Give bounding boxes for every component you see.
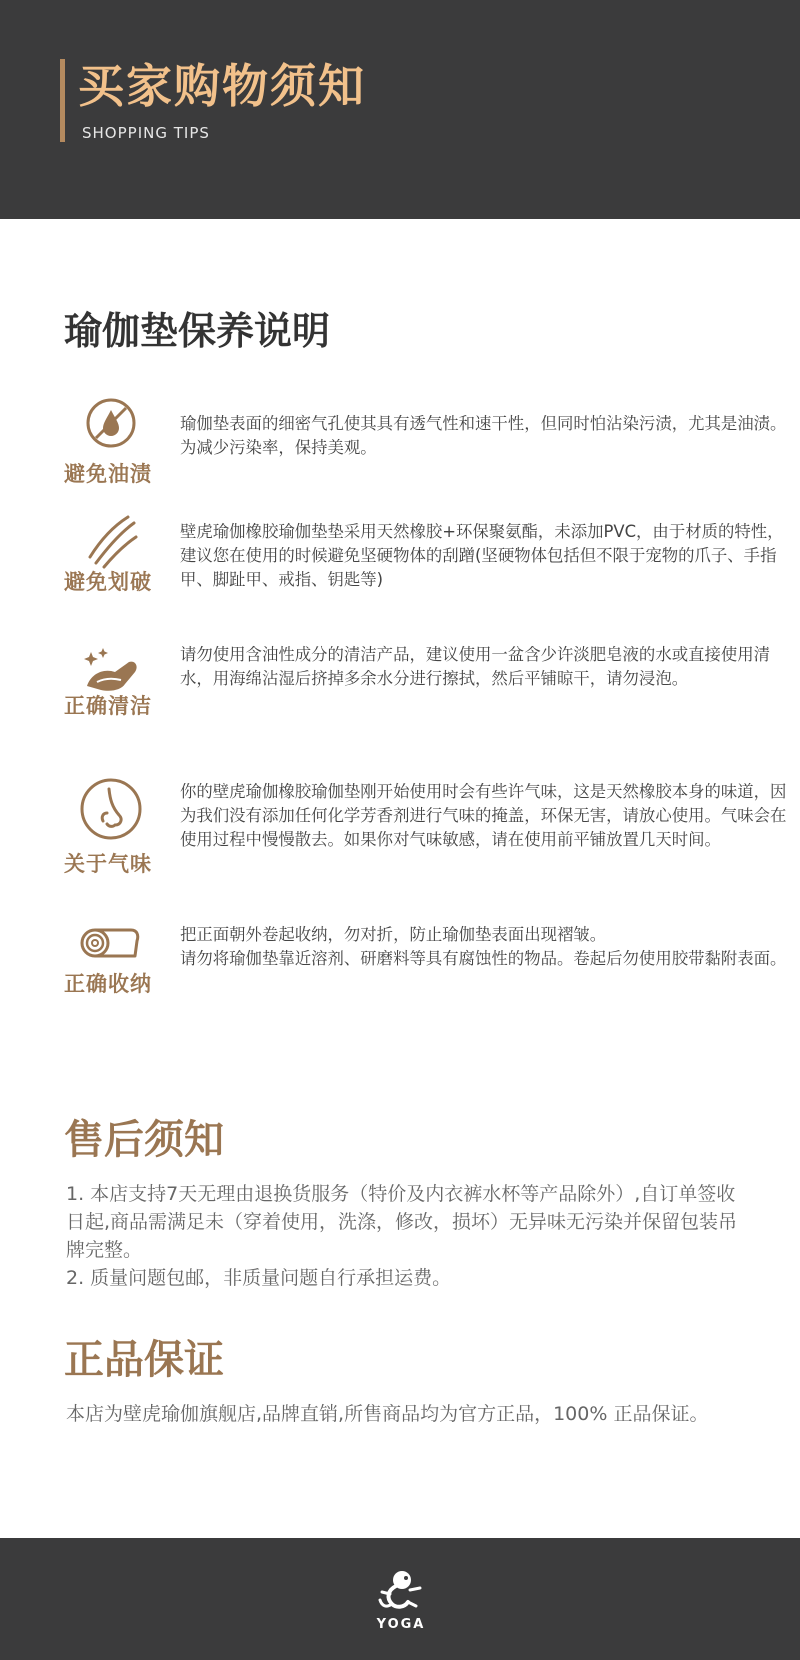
care-item-text: 壁虎瑜伽橡胶瑜伽垫垫采用天然橡胶+环保聚氨酯，未添加PVC，由于材质的特性，建议您在使用的时候避免坚硬物体的刮蹭(坚硬物体包括但不限于宠物的爪子、手指甲、脚趾甲、戒指、钥匙等): [180, 522, 784, 589]
yoga-logo: [366, 1566, 436, 1632]
header-accent-bar: [60, 59, 65, 142]
genuine-title: 正品保证: [64, 1337, 224, 1383]
page-footer: [0, 1538, 800, 1660]
after-sales-title: 售后须知: [64, 1117, 224, 1163]
rolled-mat-icon: [60, 918, 162, 968]
care-item-label: 关于气味: [64, 852, 152, 876]
genuine-text: 本店为壁虎瑜伽旗舰店,品牌直销,所售商品均为官方正品，100% 正品保证。: [66, 1403, 709, 1425]
no-oil-icon: [60, 392, 162, 454]
care-item-storage: [60, 918, 787, 1018]
care-section-title: 瑜伽垫保养说明: [64, 309, 331, 353]
care-item-text: 你的壁虎瑜伽橡胶瑜伽垫刚开始使用时会有些许气味，这是天然橡胶本身的味道，因为我们没有添加任何化学芳香剂进行气味的掩盖，环保无害，请放心使用。气味会在使用过程中慢慢散去。如果你对气味敏感，请在使用前平铺放置几天时间。: [180, 782, 787, 849]
nose-icon: [60, 774, 162, 844]
care-item-text: 请勿使用含油性成分的清洁产品，建议使用一盆含少许淡肥皂液的水或直接使用清水，用海绵沾湿后挤掉多余水分进行擦拭，然后平铺晾干，请勿浸泡。: [180, 645, 771, 688]
care-item-text: 瑜伽垫表面的细密气孔使其具有透气性和速干性，但同时怕沾染污渍，尤其是油渍。为减少污染率，保持美观。: [180, 414, 787, 457]
care-item-text: 把正面朝外卷起收纳，勿对折，防止瑜伽垫表面出现褶皱。 请勿将瑜伽垫靠近溶剂、研磨料等具有腐蚀性的物品。卷起后勿使用胶带黏附表面。: [180, 925, 787, 968]
care-item-label: 正确清洁: [64, 694, 152, 718]
scratch-icon: [60, 510, 162, 572]
care-item-scratch: [60, 510, 784, 610]
after-sales-text: [66, 1180, 750, 1292]
care-item-label: 避免划破: [64, 570, 152, 594]
page-header: [0, 0, 800, 219]
page-title: 买家购物须知: [78, 59, 366, 113]
care-item-cleaning: [60, 640, 771, 740]
care-item-label: 避免油渍: [64, 462, 152, 486]
care-item-smell: [60, 774, 787, 884]
care-item-oil: [60, 392, 787, 492]
svg-text:YOGA: YOGA: [376, 1617, 426, 1632]
after-sales-line-2: 2. 质量问题包邮，非质量问题自行承担运费。: [66, 1267, 452, 1289]
page-subtitle: SHOPPING TIPS: [82, 124, 210, 142]
care-item-label: 正确收纳: [64, 972, 152, 996]
after-sales-line-1: 1. 本店支持7天无理由退换货服务（特价及内衣裤水杯等产品除外）,自订单签收日起,商品需满足未（穿着使用，洗涤，修改，损坏）无异味无污染并保留包装吊牌完整。: [66, 1183, 738, 1261]
